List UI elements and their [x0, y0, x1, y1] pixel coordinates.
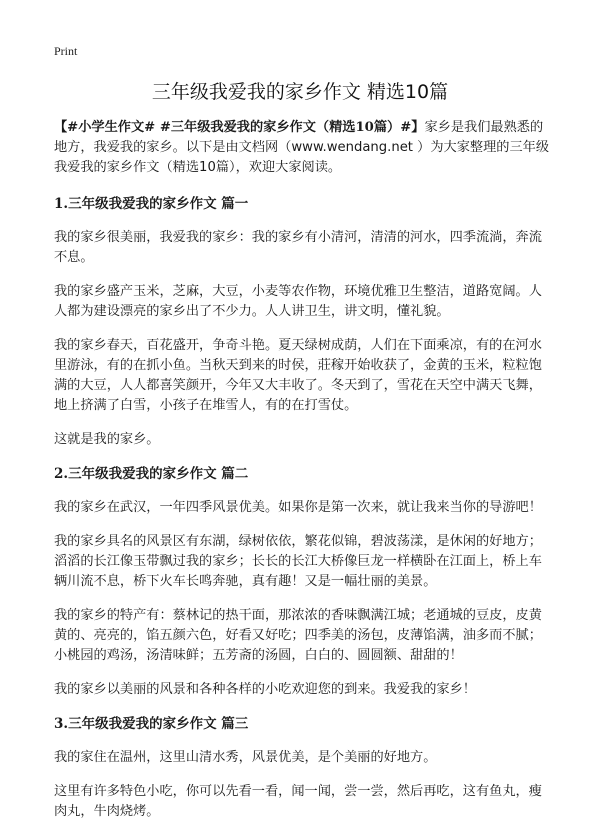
section-heading: 1.三年级我爱我的家乡作文 篇一	[54, 196, 249, 212]
paragraph: 这就是我的家乡。	[54, 432, 160, 447]
paragraph: 我的家乡很美丽，我爱我的家乡：我的家乡有小清河，清清的河水，四季流淌，奔流不息。	[54, 230, 542, 265]
article-body	[54, 118, 550, 836]
intro-paragraph	[54, 118, 550, 178]
paragraph: 我的家乡盛产玉米，芝麻，大豆，小麦等农作物，环境优雅卫生整洁，道路宽阔。人人都为建设漂亮的家乡出了不少力。人人讲卫生，讲文明，懂礼貌。	[54, 284, 542, 319]
section-1	[54, 194, 550, 450]
paragraph: 我的家住在温州，这里山清水秀，风景优美，是个美丽的好地方。	[54, 750, 437, 765]
paragraph: 我的家乡的特产有：蔡林记的热干面，那浓浓的香味飘满江城；老通城的豆皮，皮黄黄的、亮亮的，馅五颜六色，好看又好吃；四季美的汤包，皮薄馅满，油多而不腻；小桃园的鸡汤，汤清味鲜；五芳斋的汤圆，白白的、圆圆额、甜甜的！	[54, 608, 542, 663]
section-2	[54, 464, 550, 700]
paragraph: 我的家乡以美丽的风景和各种各样的小吃欢迎您的到来。我爱我的家乡！	[54, 682, 476, 697]
intro-text: 家乡是我们最熟悉的地方，我爱我的家乡。以下是由文档网（www.wendang.net ）为大家整理的三年级我爱我的家乡作文（精选10篇），欢迎大家阅读。	[54, 120, 550, 175]
paragraph: 我的家乡春天，百花盛开，争奇斗艳。夏天绿树成荫，人们在下面乘凉，有的在河水里游泳，有的在抓小鱼。当秋天到来的时侯，莊稼开始收获了，金黄的玉米，粒粒饱满的大豆，人人都喜笑颜开，今年又大丰收了。冬天到了，雪花在天空中满天飞舞，地上挤满了白雪，小孩子在堆雪人，有的在打雪仗。	[54, 338, 542, 413]
paragraph: 我的家乡具名的风景区有东湖，绿树依依，繁花似锦，碧波荡漾，是休闲的好地方；滔滔的长江像玉带飘过我的家乡；长长的长江大桥像巨龙一样横卧在江面上，桥上车辆川流不息，桥下火车长鸣奔驰，真有趣！又是一幅壮丽的美景。	[54, 534, 542, 589]
page-title: 三年级我爱我的家乡作文 精选10篇	[151, 81, 449, 103]
paragraph: 我的家乡在武汉，一年四季风景优美。如果你是第一次来，就让我来当你的导游吧！	[54, 500, 542, 515]
print-label[interactable]: Print	[54, 44, 78, 58]
section-3	[54, 714, 550, 822]
paragraph: 这里有许多特色小吃，你可以先看一看，闻一闻，尝一尝，然后再吃，这有鱼丸，瘦肉丸，牛肉烧烤。	[54, 784, 542, 819]
section-heading: 2.三年级我爱我的家乡作文 篇二	[54, 466, 249, 482]
intro-tag: 【#小学生作文# #三年级我爱我的家乡作文（精选10篇）#】	[54, 120, 425, 135]
section-heading: 3.三年级我爱我的家乡作文 篇三	[54, 716, 249, 732]
